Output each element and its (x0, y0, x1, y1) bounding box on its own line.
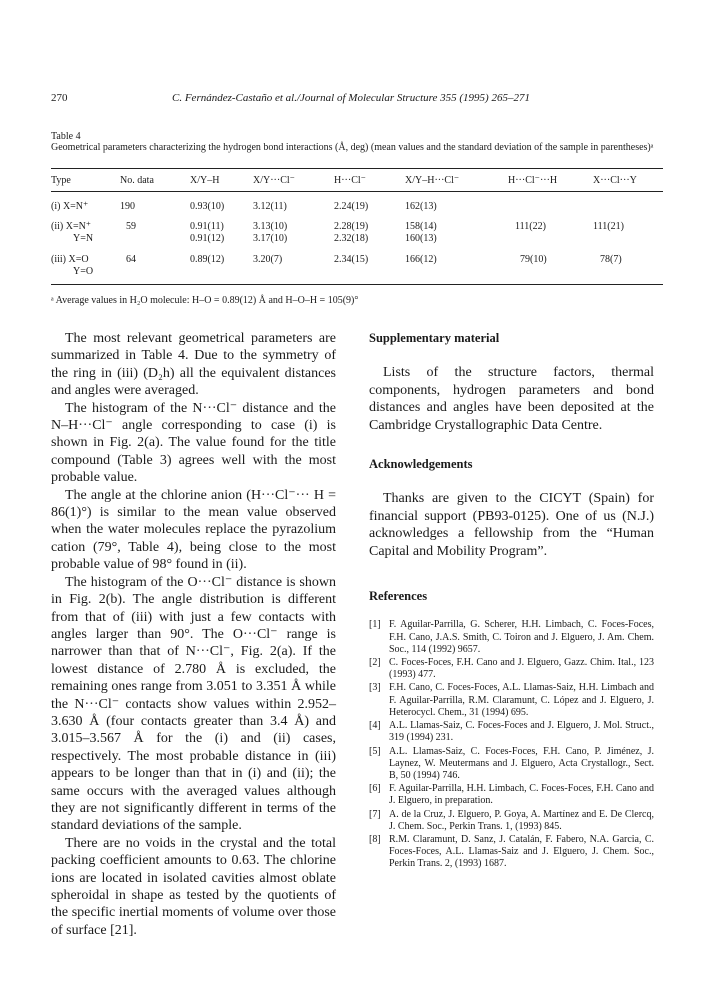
paragraph: The angle at the chlorine anion (H···Cl⁻··· H = 86(1)°) is similar to the mean value observed when the water molecules replace the pyrazolium cation (79°, Table 4), being close to the most probable value of 98° found in (ii). (51, 487, 336, 573)
reference-item (369, 783, 654, 807)
cell-xh: 0.89(12) (190, 254, 225, 265)
reference-item (369, 834, 654, 871)
cell-xcl: 3.20(7) (253, 254, 283, 265)
page-number: 270 (51, 92, 68, 104)
table-label: Table 4 (51, 131, 81, 142)
cell-no-data: 64 (126, 254, 136, 265)
col-header-xhcl: X/Y–H···Cl⁻ (405, 175, 460, 186)
reference-text: F. Aguilar-Parrilla, H.H. Limbach, C. Foces-Foces, F.H. Cano and J. Elguero, in preparation. (389, 783, 654, 807)
acknowledgements-text: Thanks are given to the CICYT (Spain) for financial support (PB93-0125). One of us (N.J.) acknowledges a fellowship from the “Human Capital and Mobility Program”. (369, 491, 654, 559)
paragraph: The histogram of the N···Cl⁻ distance and the N–H···Cl⁻ angle corresponding to case (i) is shown in Fig. 2(a). The value found for the title compound (Table 3) agrees well with the most probable value. (51, 400, 336, 486)
col-header-xcl: X/Y···Cl⁻ (253, 175, 295, 186)
col-header-hcl: H···Cl⁻ (334, 175, 366, 186)
cell-xh: 0.91(11) (190, 221, 224, 232)
left-column (51, 330, 336, 939)
cell-xhcl: 158(14) (405, 221, 437, 232)
cell-xhcl: 162(13) (405, 201, 437, 212)
reference-number: [7] (369, 808, 381, 820)
reference-number: [8] (369, 833, 381, 845)
cell-hclh: 111(22) (515, 221, 546, 232)
col-header-xcly: X···Cl···Y (593, 175, 637, 186)
cell-hcl: 2.28(19) (334, 221, 369, 232)
cell-no-data: 190 (120, 201, 135, 212)
col-header-no-data: No. data (120, 175, 154, 186)
reference-number: [6] (369, 783, 381, 795)
reference-text: A. de la Cruz, J. Elguero, P. Goya, A. Martínez and E. De Clercq, J. Chem. Soc., Perkin Trans. 1, (1993) 845. (389, 808, 654, 832)
reference-text: A.L. Llamas-Saiz, C. Foces-Foces, F.H. Cano, P. Jiménez, J. Laynez, W. Meutermans and J. Elguero, Acta Crystallogr., Sect. B, 50 (1994) 746. (389, 745, 654, 781)
table-caption: Geometrical parameters characterizing the hydrogen bond interactions (Å, deg) (mean values and the standard deviation of the sample in parentheses)ᵃ (51, 142, 654, 153)
cell-type: (iii) X=O (51, 254, 89, 265)
section-heading-supplementary: Supplementary material (369, 331, 500, 345)
reference-item (369, 657, 654, 681)
section-heading-references: References (369, 589, 428, 604)
cell-type: Y=O (73, 266, 94, 277)
table-top-rule (51, 168, 663, 169)
reference-number: [1] (369, 619, 381, 631)
table-bottom-rule (51, 284, 663, 285)
paragraph: The histogram of the O···Cl⁻ distance is shown in Fig. 2(b). The angle distribution is different from that of (iii) with just a few contacts with angles larger than 90°. The O···Cl⁻ range is narrower than that of N···Cl⁻, Fig. 2(a). If the lowest distance of 2.780 Å is excluded, the remaining ones range from 3.051 to 3.351 Å while the N···Cl⁻ contacts show values within 2.952–3.630 Å (four contacts greater than 3.4 Å) and 3.015–3.567 Å for the (i) and (ii) cases, respectively. The most probable distance in (iii) appears to be longer than that in (i) and (ii); the same occurs with the averaged values although they are not significantly different in terms of the standard deviations of the sample. (51, 574, 336, 834)
cell-hcl: 2.34(15) (334, 254, 369, 265)
section-heading-acknowledgements: Acknowledgements (369, 457, 473, 472)
reference-number: [2] (369, 657, 381, 669)
cell-hcl: 2.32(18) (334, 233, 369, 244)
reference-number: [3] (369, 682, 381, 694)
col-header-hclh: H···Cl⁻···H (508, 175, 558, 186)
cell-xh: 0.91(12) (190, 233, 225, 244)
reference-text: A.L. Llamas-Saiz, C. Foces-Foces and J. Elguero, J. Mol. Struct., 319 (1994) 231. (389, 720, 654, 744)
table-header-rule (51, 191, 663, 192)
reference-text: R.M. Claramunt, D. Sanz, J. Catalán, F. Fabero, N.A. Garcia, C. Foces-Foces, A.L. Llamas-Saiz and J. Elguero, J. Chem. Soc., Perkin Trans. 2, (1993) 1687. (389, 833, 654, 870)
cell-type: (ii) X=N⁺ (51, 221, 92, 232)
supplementary-text: Lists of the structure factors, thermal components, hydrogen parameters and bond distances and angles have been deposited at the Cambridge Crystallographic Data Centre. (369, 365, 654, 433)
cell-hclh: 79(10) (520, 254, 547, 265)
cell-type: (i) X=N⁺ (51, 201, 89, 212)
col-header-type: Type (51, 175, 71, 186)
cell-xcly: 78(7) (600, 254, 622, 265)
right-column (369, 330, 654, 872)
reference-item (369, 682, 654, 719)
col-header-xh: X/Y–H (190, 175, 220, 186)
paragraph: There are no voids in the crystal and the total packing coefficient amounts to 0.63. The chlorine ions are located in isolated cavities almost oblate spheroidal in shape as tested by the quotients of the specific inertial moments of volume over those of surface [21]. (51, 835, 336, 938)
reference-item (369, 720, 654, 744)
cell-xcl: 3.13(10) (253, 221, 288, 232)
table-footnote: ᵃ Average values in H₂O molecule: H–O = 0.89(12) Å and H–O–H = 105(9)° (51, 295, 359, 306)
cell-xh: 0.93(10) (190, 201, 225, 212)
reference-text: F.H. Cano, C. Foces-Foces, A.L. Llamas-Saiz, H.H. Limbach and F. Aguilar-Parrilla, R.M. Claramunt, C. López and J. Elguero, J. Heterocycl. Chem., 31 (1994) 695. (389, 682, 654, 718)
reference-text: C. Foces-Foces, F.H. Cano and J. Elguero, Gazz. Chim. Ital., 123 (1993) 477. (389, 657, 654, 681)
reference-item (369, 746, 654, 783)
cell-xcl: 3.17(10) (253, 233, 288, 244)
cell-xcly: 111(21) (593, 221, 624, 232)
reference-item (369, 809, 654, 833)
cell-xhcl: 160(13) (405, 233, 437, 244)
cell-type: Y=N (73, 233, 94, 244)
cell-no-data: 59 (126, 221, 136, 232)
running-title: C. Fernández-Castaño et al./Journal of Molecular Structure 355 (1995) 265–271 (172, 92, 530, 104)
reference-item (369, 619, 654, 656)
cell-xcl: 3.12(11) (253, 201, 287, 212)
reference-number: [5] (369, 745, 381, 757)
paragraph: The most relevant geometrical parameters are summarized in Table 4. Due to the symmetry of the ring in (iii) (D₂h) all the equivalent distances and angles were averaged. (51, 331, 336, 399)
reference-text: F. Aguilar-Parrilla, G. Scherer, H.H. Limbach, C. Foces-Foces, F.H. Cano, J.A.S. Smith, C. Toiron and J. Elguero, J. Am. Chem. Soc., 114 (1992) 9657. (389, 619, 654, 655)
reference-number: [4] (369, 720, 381, 732)
cell-hcl: 2.24(19) (334, 201, 369, 212)
reference-list (369, 619, 654, 870)
cell-xhcl: 166(12) (405, 254, 437, 265)
